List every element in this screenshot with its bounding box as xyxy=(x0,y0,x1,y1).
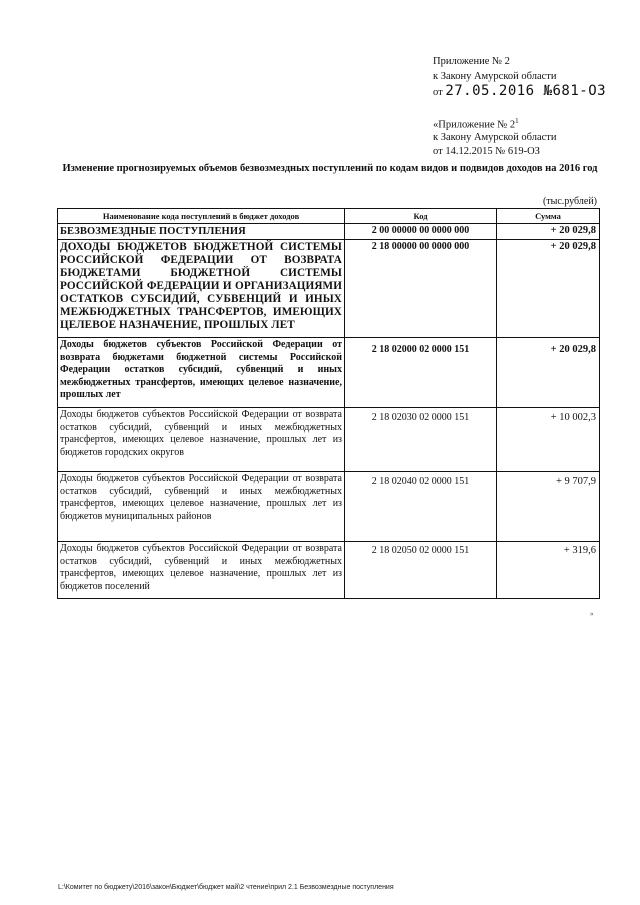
appendix-label: Приложение № 2 xyxy=(433,56,510,67)
row-name: Доходы бюджетов субъектов Российской Федерации от возврата остатков субсидий, субвенций и иных межбюджетных трансфертов, имеющих целевое назначение, прошлых лет из бюджетов поселений xyxy=(58,542,345,599)
column-header-sum: Сумма xyxy=(497,209,600,224)
revenue-table xyxy=(57,208,600,599)
file-path-footer: L:\Комитет по бюджету\2016\закон\Бюджет\бюджет май\2 чтение\прил 2.1 Безвозмездные поступления xyxy=(58,884,394,891)
row-code: 2 18 02050 02 0000 151 xyxy=(345,542,497,599)
table-row xyxy=(58,408,600,472)
row-sum: + 20 029,8 xyxy=(497,224,600,240)
law-reference: к Закону Амурской области xyxy=(433,71,557,82)
law-date-line xyxy=(433,85,606,99)
table-row xyxy=(58,472,600,542)
row-sum: + 9 707,9 xyxy=(497,472,600,542)
table-header-row xyxy=(58,209,600,224)
quote-appendix-text: «Приложение № 2 xyxy=(433,119,516,131)
scan-mark: » xyxy=(590,610,594,618)
date-prefix: от xyxy=(433,87,443,98)
stamp-date-number: 27.05.2016 №681-ОЗ xyxy=(445,83,607,99)
quote-law-reference: к Закону Амурской области xyxy=(433,132,557,143)
units-label: (тыс.рублей) xyxy=(542,196,597,207)
column-header-code: Код xyxy=(345,209,497,224)
row-code: 2 18 00000 00 0000 000 xyxy=(345,240,497,338)
column-header-name: Наименование кода поступлений в бюджет доходов xyxy=(58,209,345,224)
table-row xyxy=(58,224,600,240)
document-title: Изменение прогнозируемых объемов безвозмездных поступлений по кодам видов и подвидов доходов на 2016 год xyxy=(62,163,598,174)
table-row xyxy=(58,338,600,408)
row-name: ДОХОДЫ БЮДЖЕТОВ БЮДЖЕТНОЙ СИСТЕМЫ РОССИЙСКОЙ ФЕДЕРАЦИИ ОТ ВОЗВРАТА БЮДЖЕТАМИ БЮДЖЕТНОЙ СИСТЕМЫ РОССИЙСКОЙ ФЕДЕРАЦИИ И ОРГАНИЗАЦИЯМИ ОСТАТКОВ СУБСИДИЙ, СУБВЕНЦИЙ И ИНЫХ МЕЖБЮДЖЕТНЫХ ТРАНСФЕРТОВ, ИМЕЮЩИХ ЦЕЛЕВОЕ НАЗНАЧЕНИЕ, ПРОШЛЫХ ЛЕТ xyxy=(58,240,345,338)
table-row xyxy=(58,240,600,338)
quote-appendix-label xyxy=(433,115,519,132)
row-sum: + 20 029,8 xyxy=(497,338,600,408)
row-code: 2 18 02040 02 0000 151 xyxy=(345,472,497,542)
row-sum: + 20 029,8 xyxy=(497,240,600,338)
row-sum: + 10 002,3 xyxy=(497,408,600,472)
table-row xyxy=(58,542,600,599)
row-name: Доходы бюджетов субъектов Российской Федерации от возврата остатков субсидий, субвенций и иных межбюджетных трансфертов, имеющих целевое назначение, прошлых лет из бюджетов городских округов xyxy=(58,408,345,472)
row-name: Доходы бюджетов субъектов Российской Федерации от возврата остатков субсидий, субвенций и иных межбюджетных трансфертов, имеющих целевое назначение, прошлых лет из бюджетов муниципальных районов xyxy=(58,472,345,542)
quote-law-date: от 14.12.2015 № 619-ОЗ xyxy=(433,146,540,157)
row-code: 2 00 00000 00 0000 000 xyxy=(345,224,497,240)
row-code: 2 18 02000 02 0000 151 xyxy=(345,338,497,408)
row-name: БЕЗВОЗМЕЗДНЫЕ ПОСТУПЛЕНИЯ xyxy=(58,224,345,240)
row-code: 2 18 02030 02 0000 151 xyxy=(345,408,497,472)
row-sum: + 319,6 xyxy=(497,542,600,599)
quote-appendix-superscript: 1 xyxy=(515,117,519,125)
row-name: Доходы бюджетов субъектов Российской Федерации от возврата бюджетами бюджетной системы Российской Федерации остатков субсидий, субвенций и иных межбюджетных трансфертов, имеющих целевое назначение, прошлых лет xyxy=(58,338,345,408)
